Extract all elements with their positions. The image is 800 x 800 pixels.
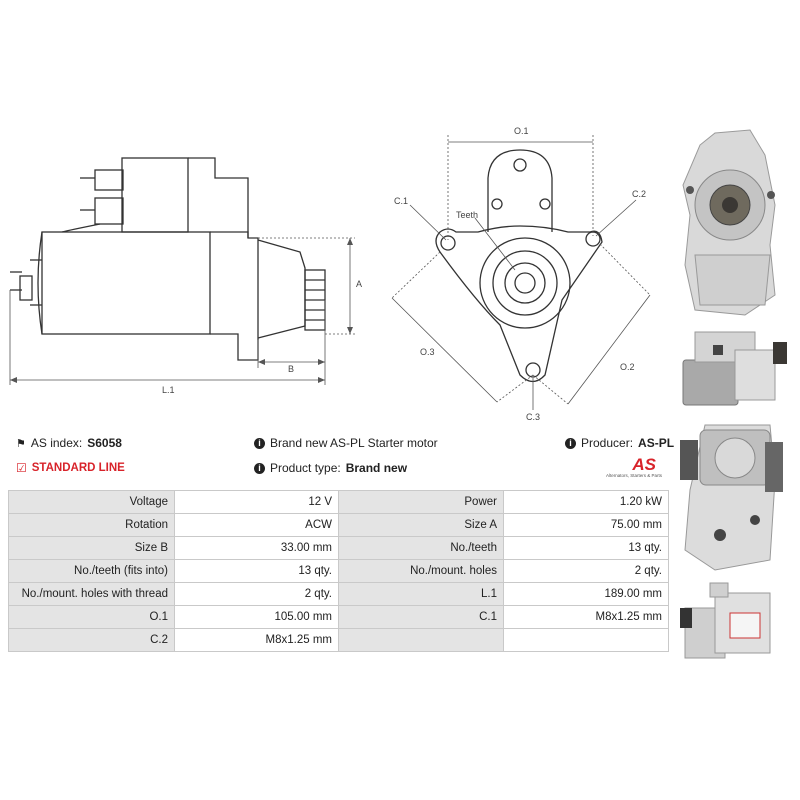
- info-icon: i: [254, 463, 265, 474]
- product-type-row: [254, 461, 407, 475]
- spec-key: Size B: [9, 537, 175, 560]
- tag-icon: ⚑: [16, 437, 26, 450]
- logo-mark: AS: [632, 455, 656, 474]
- standard-line-label: STANDARD LINE: [31, 462, 125, 474]
- spec-value: 13 qty.: [175, 560, 339, 583]
- product-photo-rear: [675, 420, 790, 575]
- dimension-c2-label: C.2: [632, 189, 647, 199]
- spec-key: [339, 629, 504, 652]
- product-photo-label: [675, 578, 790, 678]
- as-index-label: AS index:: [30, 436, 83, 450]
- logo-tagline: Alternators, Starters & Parts: [605, 473, 662, 478]
- spec-value: 105.00 mm: [175, 606, 339, 629]
- dimension-o2-label: O.2: [620, 362, 635, 372]
- front-view-drawing: [380, 120, 670, 420]
- spec-value: 75.00 mm: [504, 514, 669, 537]
- dimension-c3-label: C.3: [526, 412, 541, 420]
- spec-key: No./teeth: [339, 537, 504, 560]
- dimension-o3-label: O.3: [420, 347, 435, 357]
- dimension-b-label: B: [288, 364, 295, 374]
- table-row: [9, 537, 669, 560]
- spec-value: M8x1.25 mm: [175, 629, 339, 652]
- product-type-value: Brand new: [345, 461, 408, 475]
- spec-key: L.1: [339, 583, 504, 606]
- side-view-drawing: [0, 120, 380, 400]
- table-row: [9, 629, 669, 652]
- info-icon: i: [565, 438, 576, 449]
- producer-value: AS-PL: [638, 436, 675, 450]
- spec-value: M8x1.25 mm: [504, 606, 669, 629]
- spec-value: [504, 629, 669, 652]
- spec-value: 12 V: [175, 491, 339, 514]
- dimension-o1-label: O.1: [514, 126, 529, 136]
- table-row: [9, 514, 669, 537]
- teeth-label: Teeth: [456, 210, 479, 220]
- as-index-row: [16, 436, 122, 450]
- table-row: [9, 560, 669, 583]
- spec-value: 2 qty.: [175, 583, 339, 606]
- checkbox-icon: ☑: [16, 461, 27, 475]
- table-row: [9, 606, 669, 629]
- description-row: [254, 436, 438, 450]
- spec-key: O.1: [9, 606, 175, 629]
- spec-key: C.2: [9, 629, 175, 652]
- info-icon: i: [254, 438, 265, 449]
- spec-value: ACW: [175, 514, 339, 537]
- product-type-label: Product type:: [270, 461, 341, 475]
- spec-key: C.1: [339, 606, 504, 629]
- as-pl-logo: [600, 456, 662, 484]
- spec-value: 2 qty.: [504, 560, 669, 583]
- producer-row: [565, 436, 674, 450]
- dimension-c1-label: C.1: [394, 196, 409, 206]
- table-row: [9, 583, 669, 606]
- spec-value: 1.20 kW: [504, 491, 669, 514]
- dimension-l1-label: L.1: [162, 385, 175, 395]
- spec-value: 189.00 mm: [504, 583, 669, 606]
- description-text: Brand new AS-PL Starter motor: [270, 436, 438, 450]
- table-row: [9, 491, 669, 514]
- as-index-value: S6058: [87, 436, 122, 450]
- spec-key: Voltage: [9, 491, 175, 514]
- spec-key: Rotation: [9, 514, 175, 537]
- spec-key: No./mount. holes with thread: [9, 583, 175, 606]
- standard-line-row: [16, 461, 125, 475]
- spec-table: [8, 490, 669, 652]
- spec-key: No./teeth (fits into): [9, 560, 175, 583]
- product-photo-side: [675, 320, 790, 415]
- spec-key: Size A: [339, 514, 504, 537]
- product-photo-front: [675, 125, 790, 320]
- spec-key: Power: [339, 491, 504, 514]
- spec-value: 13 qty.: [504, 537, 669, 560]
- spec-value: 33.00 mm: [175, 537, 339, 560]
- dimension-a-label: A: [356, 279, 363, 289]
- producer-label: Producer:: [581, 436, 634, 450]
- spec-key: No./mount. holes: [339, 560, 504, 583]
